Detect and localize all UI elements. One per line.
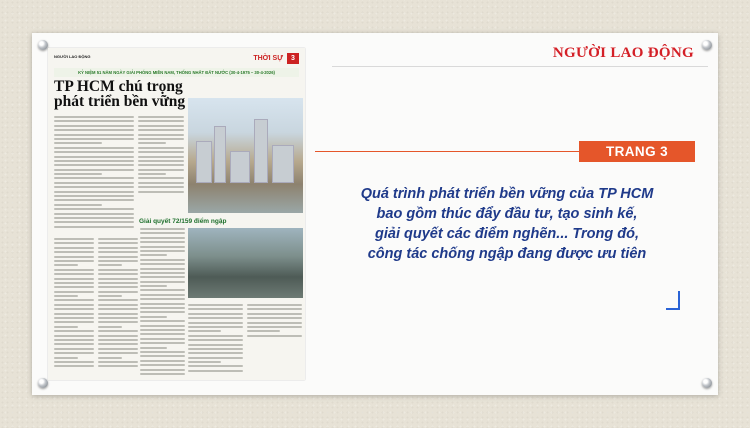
newspaper-text-line [54, 142, 102, 144]
newspaper-text-line [98, 321, 138, 323]
newspaper-text-line [140, 237, 185, 239]
newspaper-text-line [54, 295, 78, 297]
newspaper-text-line [98, 260, 138, 262]
newspaper-masthead-text: NGƯỜI LAO ĐỘNG [54, 54, 91, 59]
newspaper-text-line [140, 329, 185, 331]
newspaper-text-line [54, 129, 134, 131]
top-left-pin-icon [38, 40, 48, 50]
bottom-right-pin-icon [702, 378, 712, 388]
newspaper-banner: KỶ NIỆM 51 NĂM NGÀY GIẢI PHÓNG MIỀN NAM, THỐNG NHẤT ĐẤT NƯỚC (30-4-1975 – 30-4-2026) [54, 68, 299, 77]
newspaper-text-line [54, 317, 94, 319]
newspaper-text-line [188, 313, 243, 315]
newspaper-text-line [138, 134, 184, 136]
newspaper-text-line [98, 273, 138, 275]
newspaper-text-line [98, 251, 138, 253]
newspaper-text-line [140, 246, 185, 248]
newspaper-text-line [140, 254, 167, 256]
newspaper-text-line [98, 242, 138, 244]
publication-logo: NGƯỜI LAO ĐỘNG [552, 45, 694, 61]
newspaper-text-line [54, 273, 94, 275]
newspaper-text-column [188, 304, 243, 374]
newspaper-text-line [54, 177, 134, 179]
newspaper-text-line [140, 316, 167, 318]
newspaper-masthead [54, 54, 91, 59]
newspaper-text-line [54, 321, 94, 323]
newspaper-text-line [247, 326, 302, 328]
newspaper-text-line [247, 335, 302, 337]
newspaper-subheading: Giải quyết 72/159 điểm ngập [139, 218, 227, 225]
newspaper-text-line [54, 186, 134, 188]
newspaper-text-line [54, 125, 134, 127]
newspaper-text-line [98, 326, 122, 328]
newspaper-text-line [54, 213, 134, 215]
newspaper-text-line [98, 269, 138, 271]
newspaper-text-line [188, 322, 243, 324]
newspaper-text-line [54, 173, 102, 175]
newspaper-text-line [54, 182, 134, 184]
newspaper-text-line [98, 278, 138, 280]
newspaper-text-line [98, 313, 138, 315]
newspaper-text-line [140, 303, 185, 305]
newspaper-text-line [54, 160, 134, 162]
newspaper-text-line [98, 352, 138, 354]
newspaper-text-line [140, 333, 185, 335]
newspaper-text-line [54, 226, 134, 228]
newspaper-text-line [98, 330, 138, 332]
newspaper-text-line [54, 313, 94, 315]
newspaper-text-line [54, 204, 102, 206]
newspaper-text-line [98, 304, 138, 306]
newspaper-text-line [140, 289, 185, 291]
newspaper-text-line [140, 228, 185, 230]
newspaper-text-line [54, 335, 94, 337]
newspaper-text-line [138, 147, 184, 149]
newspaper-page-image [48, 48, 305, 380]
newspaper-text-line [140, 311, 185, 313]
newspaper-text-line [54, 282, 94, 284]
newspaper-text-line [140, 364, 185, 366]
newspaper-text-line [247, 322, 302, 324]
newspaper-text-line [247, 308, 302, 310]
newspaper-text-line [54, 238, 94, 240]
newspaper-text-line [138, 186, 184, 188]
newspaper-text-line [140, 285, 167, 287]
newspaper-text-line [98, 286, 138, 288]
newspaper-text-line [54, 195, 134, 197]
newspaper-text-line [54, 247, 94, 249]
newspaper-text-column [54, 238, 94, 370]
newspaper-text-line [188, 308, 243, 310]
newspaper-photo-canal [188, 228, 303, 298]
headline-line: bao gồm thúc đẩy đầu tư, tạo sinh kế, [376, 206, 638, 222]
newspaper-text-line [138, 129, 184, 131]
newspaper-text-line [138, 120, 184, 122]
headline-line: Quá trình phát triển bền vững của TP HCM [360, 186, 654, 202]
newspaper-text-line [140, 342, 185, 344]
newspaper-text-line [138, 182, 184, 184]
newspaper-text-line [54, 286, 94, 288]
newspaper-text-line [54, 147, 134, 149]
newspaper-photo-city [188, 98, 303, 213]
newspaper-text-line [188, 304, 243, 306]
newspaper-text-column [138, 116, 184, 195]
newspaper-text-line [54, 151, 134, 153]
newspaper-text-line [138, 169, 184, 171]
page-badge: TRANG 3 [579, 141, 695, 162]
newspaper-text-line [140, 263, 185, 265]
newspaper-text-line [188, 365, 243, 367]
newspaper-text-line [138, 142, 166, 144]
newspaper-title-line: TP HCM chú trọng [54, 78, 183, 95]
newspaper-text-line [54, 221, 134, 223]
newspaper-text-line [98, 238, 138, 240]
newspaper-text-line [140, 298, 185, 300]
newspaper-text-line [140, 259, 185, 261]
newspaper-text-line [98, 247, 138, 249]
newspaper-text-line [188, 352, 243, 354]
newspaper-text-line [188, 344, 243, 346]
newspaper-text-line [54, 164, 134, 166]
newspaper-text-line [98, 291, 138, 293]
newspaper-text-line [140, 250, 185, 252]
newspaper-text-line [188, 357, 243, 359]
newspaper-text-line [54, 217, 134, 219]
newspaper-text-line [98, 365, 138, 367]
newspaper-text-line [54, 260, 94, 262]
newspaper-text-line [140, 241, 185, 243]
newspaper-title-line: phát triển bền vững [54, 93, 186, 110]
newspaper-text-line [54, 208, 134, 210]
newspaper-text-line [54, 348, 94, 350]
newspaper-text-column [247, 304, 302, 339]
newspaper-text-line [138, 151, 184, 153]
newspaper-text-line [54, 330, 94, 332]
newspaper-text-line [54, 138, 134, 140]
newspaper-text-line [140, 294, 185, 296]
newspaper-text-line [247, 330, 280, 332]
bottom-left-pin-icon [38, 378, 48, 388]
headline-line: công tác chống ngập đang được ưu tiên [367, 246, 647, 262]
newspaper-text-line [140, 268, 185, 270]
corner-bracket-horizontal [666, 308, 680, 310]
newspaper-text-line [54, 365, 94, 367]
newspaper-text-line [98, 295, 122, 297]
newspaper-text-line [140, 325, 185, 327]
newspaper-text-line [247, 317, 302, 319]
newspaper-text-line [138, 125, 184, 127]
newspaper-text-line [98, 361, 138, 363]
newspaper-text-line [140, 338, 185, 340]
newspaper-text-line [98, 264, 122, 266]
newspaper-text-line [140, 320, 185, 322]
newspaper-text-line [54, 242, 94, 244]
newspaper-text-line [54, 120, 134, 122]
newspaper-text-line [98, 282, 138, 284]
newspaper-text-line [140, 281, 185, 283]
newspaper-text-line [98, 343, 138, 345]
newspaper-text-line [138, 160, 184, 162]
top-right-pin-icon [702, 40, 712, 50]
newspaper-text-line [54, 251, 94, 253]
newspaper-text-line [54, 269, 94, 271]
newspaper-text-line [140, 232, 185, 234]
newspaper-text-line [140, 272, 185, 274]
newspaper-text-line [54, 134, 134, 136]
newspaper-text-line [188, 361, 221, 363]
newspaper-text-line [98, 339, 138, 341]
newspaper-text-line [54, 156, 134, 158]
newspaper-text-line [138, 164, 184, 166]
newspaper-text-line [140, 276, 185, 278]
newspaper-text-line [98, 308, 138, 310]
newspaper-text-line [98, 256, 138, 258]
newspaper-text-line [138, 177, 184, 179]
newspaper-text-line [188, 330, 221, 332]
newspaper-text-column [54, 116, 134, 230]
newspaper-text-line [54, 256, 94, 258]
newspaper-text-line [54, 308, 94, 310]
newspaper-text-line [54, 116, 134, 118]
newspaper-text-line [140, 369, 185, 371]
newspaper-text-line [98, 357, 122, 359]
newspaper-text-line [54, 357, 78, 359]
newspaper-text-line [54, 339, 94, 341]
newspaper-text-line [140, 347, 167, 349]
newspaper-text-line [138, 116, 184, 118]
newspaper-text-line [54, 326, 78, 328]
newspaper-text-line [188, 339, 243, 341]
newspaper-text-line [188, 317, 243, 319]
newspaper-text-line [54, 361, 94, 363]
newspaper-text-column [98, 238, 138, 370]
headline-summary [316, 184, 698, 264]
newspaper-text-line [54, 343, 94, 345]
newspaper-text-line [140, 360, 185, 362]
newspaper-text-line [54, 199, 134, 201]
newspaper-text-line [138, 138, 184, 140]
presentation-board [32, 33, 718, 395]
newspaper-text-line [138, 173, 166, 175]
newspaper-text-line [98, 317, 138, 319]
newspaper-text-line [188, 348, 243, 350]
logo-divider [332, 66, 708, 67]
newspaper-text-line [140, 373, 185, 375]
newspaper-text-line [188, 335, 243, 337]
newspaper-page-number: 3 [287, 53, 299, 64]
newspaper-text-line [98, 335, 138, 337]
newspaper-text-line [54, 169, 134, 171]
newspaper-text-line [247, 304, 302, 306]
newspaper-text-line [138, 191, 184, 193]
newspaper-text-line [54, 278, 94, 280]
newspaper-text-line [247, 313, 302, 315]
newspaper-text-line [140, 355, 185, 357]
newspaper-text-line [188, 326, 243, 328]
newspaper-text-line [54, 299, 94, 301]
newspaper-text-line [98, 348, 138, 350]
headline-line: giải quyết các điểm nghẽn... Trong đó, [375, 226, 639, 242]
newspaper-text-line [54, 264, 78, 266]
newspaper-text-line [54, 352, 94, 354]
newspaper-text-line [54, 291, 94, 293]
newspaper-text-line [188, 370, 243, 372]
newspaper-text-line [140, 351, 185, 353]
newspaper-text-line [138, 156, 184, 158]
newspaper-text-line [54, 191, 134, 193]
newspaper-section-label: THỜI SỰ [253, 55, 283, 62]
newspaper-text-line [140, 307, 185, 309]
newspaper-text-column [140, 228, 185, 377]
newspaper-text-line [98, 299, 138, 301]
newspaper-text-line [54, 304, 94, 306]
